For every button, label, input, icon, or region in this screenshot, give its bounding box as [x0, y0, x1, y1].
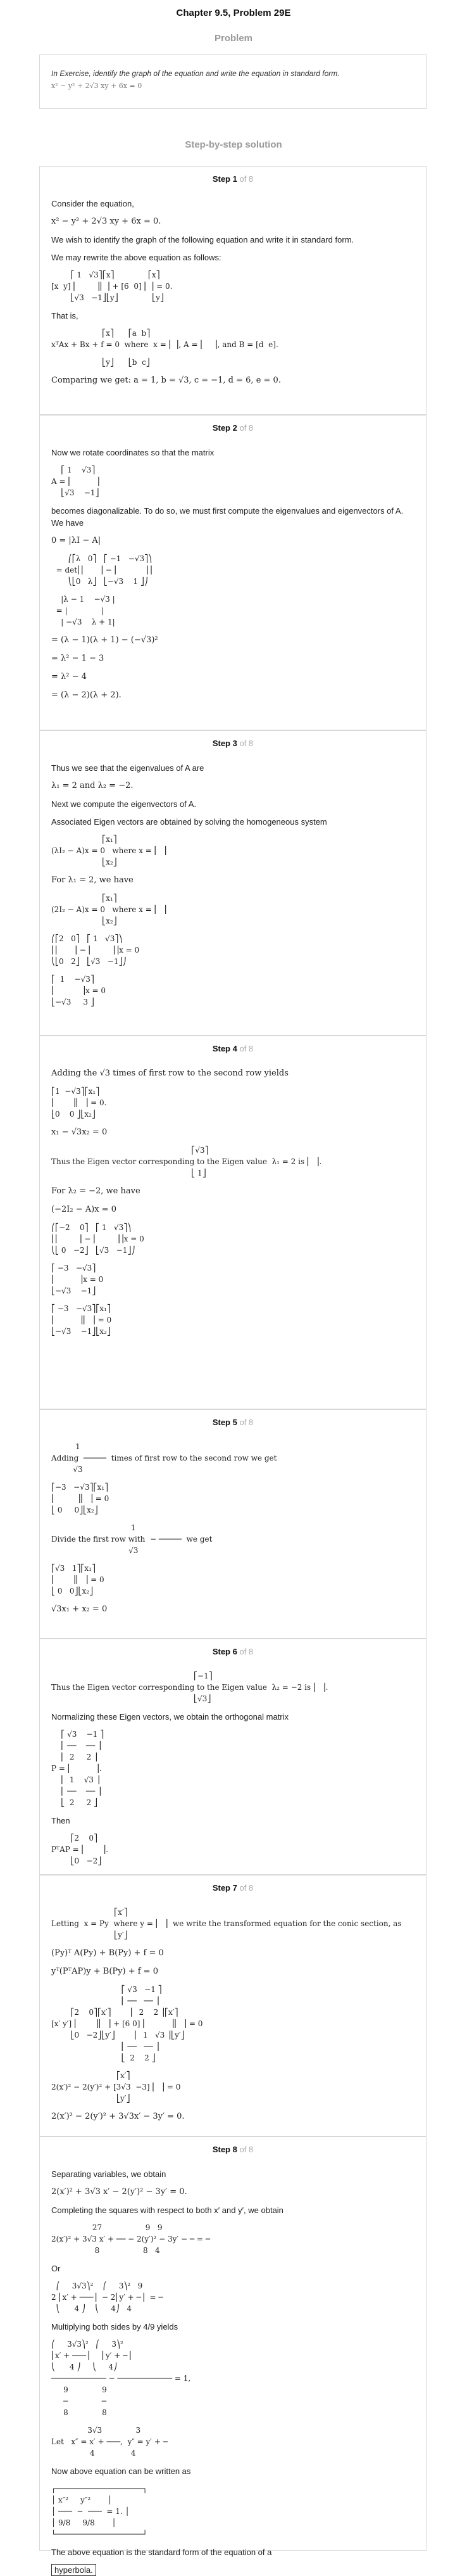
- step-label: Step 3: [212, 739, 237, 748]
- math-line: √3x₁ + x₂ = 0: [51, 1604, 108, 1614]
- math-block: ⎡x′⎤ 2(x′)² − 2(y′)² + [3√3 −3] ⎢ ⎥ = 0 ⎣y′⎦: [51, 2071, 181, 2103]
- math-block: ⎛⎡2 0⎤ ⎡ 1 √3⎤⎞ ⎜⎢ ⎥ − ⎢ ⎥⎟x = 0 ⎝⎣0 2⎦ ⎣√3 −1⎦⎠: [51, 934, 140, 966]
- step-content: [51, 1670, 414, 1867]
- step-text: Normalizing these Eigen vectors, we obtain the orthogonal matrix: [51, 1712, 289, 1722]
- step-title: [51, 739, 414, 748]
- step-count: of 8: [239, 2145, 254, 2154]
- math-block: ⎡ 1 √3⎤⎡x⎤ ⎡x⎤ [x y] ⎢ ⎥⎢ ⎥ + [6 0] ⎢ ⎥ = 0. ⎣√3 −1⎦⎣y⎦ ⎣y⎦: [51, 270, 173, 302]
- answer-line: [51, 2564, 414, 2576]
- math-block: ⎛ 3√3⎞² ⎛ 3⎞² 9 2 ⎜x′ + ───⎟ − 2⎜y′ + ─⎟ = ─ ⎝ 4 ⎠ ⎝ 4⎠ 4: [51, 2281, 163, 2313]
- step-1-card: [39, 166, 427, 415]
- math-block: 1 Divide the first row with − ───── we get √3: [51, 1523, 213, 1555]
- step-6-card: [39, 1639, 427, 1875]
- step-count: of 8: [239, 1647, 254, 1656]
- step-3-card: [39, 730, 427, 1036]
- step-text: We wish to identify the graph of the following equation and write it in standard form.: [51, 235, 354, 244]
- step-text: Then: [51, 1816, 70, 1825]
- math-line: (−2I₂ − A)x = 0: [51, 1205, 116, 1214]
- math-block: ⎡ 1 −√3⎤ ⎢ ⎥x = 0 ⎣−√3 3 ⎦: [51, 975, 106, 1006]
- math-block: ⎡√3 1⎤⎡x₁⎤ ⎢ ⎥⎢ ⎥ = 0 ⎣ 0 0⎦⎣x₂⎦: [51, 1564, 104, 1596]
- step-title: [51, 1044, 414, 1053]
- math-line: = λ² − 1 − 3: [51, 654, 104, 663]
- step-title: [51, 1647, 414, 1656]
- step-count: of 8: [239, 423, 254, 433]
- step-4-card: [39, 1036, 427, 1409]
- math-block: ⎡√3⎤ Thus the Eigen vector corresponding to the Eigen value λ₁ = 2 is ⎢ ⎥. ⎣ 1⎦: [51, 1146, 322, 1177]
- math-block: ⎡x₁⎤ (λI₂ − A)x = 0 where x = ⎢ ⎥ ⎣x₂⎦: [51, 835, 167, 866]
- step-content: [51, 447, 414, 702]
- step-label: Step 7: [212, 1883, 237, 1893]
- step-count: of 8: [239, 1883, 254, 1893]
- math-block: ⎡x′⎤ Letting x = Py where y = ⎢ ⎥ we write the transformed equation for the conic section, as ⎣y′⎦: [51, 1908, 402, 1939]
- problem-equation: x² − y² + 2√3 xy + 6x = 0: [51, 82, 142, 90]
- step-count: of 8: [239, 1044, 254, 1053]
- step-text: Now we rotate coordinates so that the matrix: [51, 448, 215, 457]
- step-text: Or: [51, 2264, 61, 2273]
- math-block: ⎡x₁⎤ (2I₂ − A)x = 0 where x = ⎢ ⎥ ⎣x₂⎦: [51, 894, 167, 925]
- problem-heading: Problem: [214, 33, 252, 44]
- step-text: Consider the equation,: [51, 199, 134, 208]
- math-line: For λ₂ = −2, we have: [51, 1186, 140, 1196]
- step-text: Multiplying both sides by 4/9 yields: [51, 2322, 178, 2332]
- math-block: ⎡ 1 √3⎤ A = ⎢ ⎥ ⎣√3 −1⎦: [51, 466, 100, 497]
- step-text: Now above equation can be written as: [51, 2466, 191, 2476]
- math-block: 1 Adding ───── times of first row to the second row we get √3: [51, 1442, 277, 1474]
- step-text: That is,: [51, 311, 78, 320]
- math-line: = (λ − 2)(λ + 2).: [51, 690, 121, 700]
- math-block: ⎡ √3 −1 ⎤ ⎢ ── ── ⎥ ⎡2 0⎤⎡x′⎤ ⎢ 2 2 ⎥⎡x′⎤ [x′ y′] ⎢ ⎥⎢ ⎥ + [6 0] ⎢ ⎥⎢ ⎥ = 0 ⎣0 −2⎦⎣y′⎦ ⎢ 1 √3 ⎥⎣y′⎦ ⎢ ── ── ⎥ ⎣ 2 2 ⎦: [51, 1985, 203, 2062]
- step-content: [51, 2168, 414, 2576]
- step-content: [51, 762, 414, 1008]
- math-block: ⎛⎡λ 0⎤ ⎡ −1 −√3⎤⎞ = det⎜⎢ ⎥ − ⎢ ⎥⎟ ⎝⎣0 λ⎦ ⎣−√3 1 ⎦⎠: [56, 554, 153, 586]
- step-5-card: [39, 1409, 427, 1639]
- step-text: We may rewrite the above equation as follows:: [51, 253, 221, 262]
- step-count: of 8: [239, 739, 254, 748]
- math-line: x² − y² + 2√3 xy + 6x = 0.: [51, 217, 161, 226]
- step-text: Associated Eigen vectors are obtained by solving the homogeneous system: [51, 817, 327, 827]
- step-label: Step 5: [212, 1418, 237, 1427]
- step-7-card: [39, 1875, 427, 2136]
- step-text: Next we compute the eigenvectors of A.: [51, 799, 197, 809]
- math-line: 2(x′)² − 2(y′)² + 3√3x′ − 3y′ = 0.: [51, 2112, 185, 2121]
- step-title: [51, 1418, 414, 1427]
- math-line: = (λ − 1)(λ + 1) − (−√3)²: [51, 635, 158, 645]
- step-title: [51, 174, 414, 184]
- math-block: ⎡ −3 −√3⎤ ⎢ ⎥x = 0 ⎣−√3 −1⎦: [51, 1264, 104, 1295]
- math-block: 3√3 3 Let x″ = x′ + ───, y″ = y′ + ─ 4 4: [51, 2426, 168, 2458]
- step-text: Thus we see that the eigenvalues of A are: [51, 763, 204, 773]
- math-block: ⎣y⎦ ⎣b c⎦: [51, 358, 150, 367]
- math-block: ⎡−3 −√3⎤⎡x₁⎤ ⎢ ⎥⎢ ⎥ = 0 ⎣ 0 0⎦⎣x₂⎦: [51, 1483, 109, 1514]
- math-line: 2(x′)² + 3√3 x′ − 2(y′)² − 3y′ = 0.: [51, 2187, 187, 2197]
- step-title: [51, 1883, 414, 1893]
- math-block: ⎡1 −√3⎤⎡x₁⎤ ⎢ ⎥⎢ ⎥ = 0. ⎣0 0 ⎦⎣x₂⎦: [51, 1087, 107, 1119]
- problem-box: [39, 54, 427, 109]
- math-line: 0 = |λI − A|: [51, 536, 101, 545]
- step-content: [51, 1907, 414, 2123]
- math-line: = λ² − 4: [51, 672, 87, 682]
- math-line: For λ₁ = 2, we have: [51, 875, 134, 885]
- step-content: [51, 1441, 414, 1616]
- page-title: Chapter 9.5, Problem 29E: [176, 8, 291, 18]
- math-block: ⎡2 0⎤ PᵀAP = ⎢ ⎥. ⎣0 −2⎦: [51, 1834, 109, 1865]
- solution-heading: Step-by-step solution: [185, 139, 282, 150]
- step-count: of 8: [239, 174, 254, 184]
- math-line: yᵀ(PᵀAP)y + B(Py) + f = 0: [51, 1967, 158, 1976]
- math-block: ┌───────────────────┐ │ x″² y″² │ │ ─── − ─── = 1. │ │ 9/8 9/8 │ └───────────────────┘: [51, 2484, 147, 2539]
- math-line: Comparing we get: a = 1, b = √3, c = −1, d = 6, e = 0.: [51, 376, 281, 385]
- step-label: Step 2: [212, 423, 237, 433]
- step-count: of 8: [239, 1418, 254, 1427]
- step-text: Separating variables, we obtain: [51, 2169, 166, 2179]
- math-block: ⎛⎡−2 0⎤ ⎡ 1 √3⎤⎞ ⎜⎢ ⎥ − ⎢ ⎥⎟x = 0 ⎝⎣ 0 −2⎦ ⎣√3 −1⎦⎠: [51, 1223, 144, 1255]
- step-title: [51, 2145, 414, 2154]
- step-text: Completing the squares with respect to both x′ and y′, we obtain: [51, 2205, 283, 2215]
- step-8-card: [39, 2136, 427, 2575]
- step-content: [51, 198, 414, 387]
- problem-text: In Exercise, identify the graph of the equation and write the equation in standard form.: [51, 69, 340, 78]
- step-text: The above equation is the standard form of the equation of a: [51, 2547, 272, 2557]
- step-label: Step 1: [212, 174, 237, 184]
- math-line: x₁ − √3x₂ = 0: [51, 1127, 108, 1137]
- step-label: Step 6: [212, 1647, 237, 1656]
- step-content: [51, 1067, 414, 1337]
- math-block: ⎡x⎤ ⎡a b⎤ xᵀAx + Bx + f = 0 where x = ⎢ ⎥, A = ⎢ ⎥, and B = [d e].: [51, 329, 278, 349]
- math-line: λ₁ = 2 and λ₂ = −2.: [51, 781, 134, 790]
- math-block: |λ − 1 −√3 | = | | | −√3 λ + 1|: [56, 595, 115, 626]
- step-2-card: [39, 415, 427, 730]
- step-title: [51, 423, 414, 433]
- math-block: ⎛ 3√3⎞² ⎛ 3⎞² ⎜x′ + ───⎟ ⎜y′ + ─⎟ ⎝ 4 ⎠ ⎝ 4⎠ ──────────── − ──────────── = 1, 9 9 ─ ─ 8 8: [51, 2340, 191, 2417]
- math-line: Adding the √3 times of first row to the second row yields: [51, 1069, 289, 1078]
- math-block: ⎡ √3 −1 ⎤ ⎢ ── ── ⎥ ⎢ 2 2 ⎥ P = ⎢ ⎥. ⎢ 1 √3 ⎥ ⎢ ── ── ⎥ ⎣ 2 2 ⎦: [51, 1730, 104, 1807]
- math-line: (Py)ᵀ A(Py) + B(Py) + f = 0: [51, 1948, 164, 1958]
- answer-highlight: hyperbola.: [51, 2564, 96, 2576]
- step-label: Step 8: [212, 2145, 237, 2154]
- step-text: becomes diagonalizable. To do so, we must first compute the eigenvalues and eigenvectors of A. We have: [51, 506, 404, 528]
- math-block: ⎡−1⎤ Thus the Eigen vector corresponding to the Eigen value λ₂ = −2 is ⎢ ⎥. ⎣√3⎦: [51, 1672, 328, 1703]
- math-block: ⎡ −3 −√3⎤⎡x₁⎤ ⎢ ⎥⎢ ⎥ = 0 ⎣−√3 −1⎦⎣x₂⎦: [51, 1304, 112, 1336]
- math-block: 27 9 9 2(x′)² + 3√3 x′ + ── − 2(y′)² − 3y′ − ─ = ─ 8 8 4: [51, 2223, 210, 2255]
- step-label: Step 4: [212, 1044, 237, 1053]
